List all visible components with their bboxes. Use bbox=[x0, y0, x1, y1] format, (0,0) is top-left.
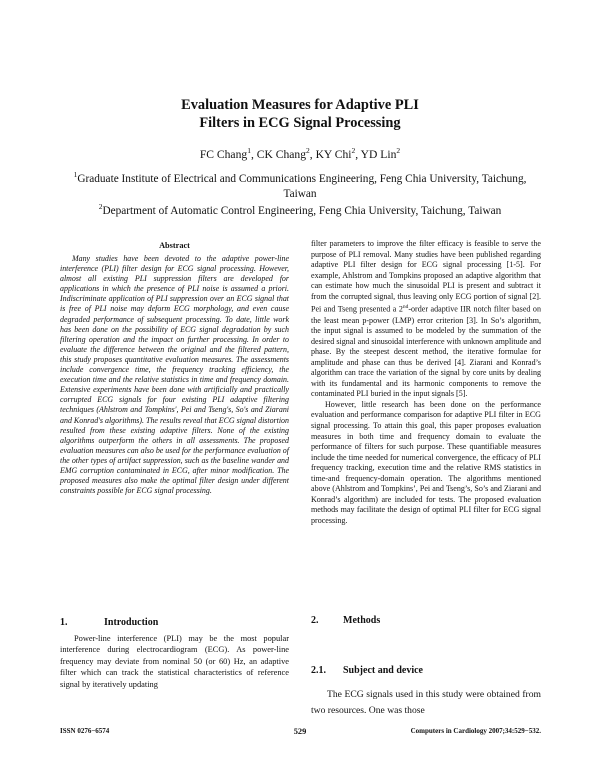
section-heading-methods: 2. Methods bbox=[311, 615, 381, 626]
paper-title bbox=[0, 96, 600, 132]
page-number: 529 bbox=[293, 727, 307, 736]
introduction-text: Power-line interference (PLI) may be the most popular interference during electrocardiogram (ECG). As power-line frequency may deviate from nominal 50 (or 60) Hz, an adaptive filter which can track the statistical characteristics of reference signal by iteratively updating bbox=[60, 634, 289, 689]
author: FC Chang$^1$, bbox=[199, 146, 257, 161]
title-line-1: Evaluation Measures for Adaptive PLI bbox=[181, 97, 419, 113]
subject-text: The ECG signals used in this study were obtained from two resources. One was those bbox=[311, 689, 541, 716]
author: YD Lin$^2$ bbox=[360, 146, 401, 161]
affiliation-2: $^2$Department of Automatic Control Engineering, Feng Chia University, Taichung, Taiwan bbox=[98, 202, 502, 217]
title-line-2: Filters in ECG Signal Processing bbox=[199, 115, 401, 131]
paragraph: However, little research has been done on the performance evaluation and performance comparison for adaptive PLI filter in ECG signal processing. To attain this goal, this paper proposes evaluation measures in both time and frequency domain to evaluate the performance of filters for such purpose. These quantifiable measures include the time needed for numerical convergence, the efficacy of PLI frequency tracking, execution time and the relative RMS statistics in time-and frequency-domain operation. The algorithms mentioned above (Ahlstrom and Tompkins’, Pei and Tseng’s, So’s and Ziarani and Konrad’s algorithm) are included for tests. The proposed evaluation methods may facilitate the design of optimal PLI filter for ECG signal processing. bbox=[311, 399, 541, 525]
abstract-text: Many studies have been devoted to the adaptive power-line interference (PLI) filter design for ECG signal processing. However, almost all existing PLI suppression filters are developed for applications in which the presence of PLI noise is assumed a priori. Indiscriminate application of PLI suppression over an ECG signal that is free of PLI noise may deform ECG morphology, and even cause degraded performance of subsequent processing. To date, little work has been done on the possibility of ECG signal degradation by such filtering operation and the impact on further processing. In order to evaluate the difference between the original and the filtered pattern, this study proposes quantitative evaluation measures. The assessments include convergence time, the frequency tracking efficiency, the execution time and the relative statistics in time and frequency domain. Extensive experiments have been done with artificially and practically corrupted ECG signals for four existing PLI adaptive filtering techniques (Ahlstrom and Tompkins', Pei and Tseng's, So's and Ziarani and Konrad's algorithms). The results reveal that ECG signal distortion resulted from these existing adaptive filters. None of the existing algorithms outperform the others in all assessments. The proposed evaluation measures can also be used for the performance evaluation of the other types of artifact suppression, such as the baseline wander and EMG corruption contaminated in ECG, after minor modification. The proposed measures also make the optimal filter design under different constraints possible for ECG signal processing. bbox=[60, 254, 289, 496]
author: CK Chang$^2$, bbox=[256, 146, 316, 161]
author-list bbox=[0, 148, 600, 161]
right-column-text bbox=[311, 239, 541, 526]
subsection-heading-subject: 2.1. Subject and device bbox=[311, 665, 423, 676]
abstract-heading: Abstract bbox=[159, 241, 190, 250]
section-heading-introduction: 1. Introduction bbox=[60, 617, 159, 628]
author: KY Chi$^2$, bbox=[315, 146, 361, 161]
footer-journal: Computers in Cardiology 2007;34:529−532. bbox=[410, 727, 541, 735]
footer-issn: ISSN 0276−6574 bbox=[60, 727, 110, 735]
paragraph: filter parameters to improve the filter efficacy is feasible to serve the purpose of PLI removal. Many studies have been published regarding adaptive PLI filter design for ECG signal processing [1-5]. For example, Ahlstrom and Tompkins proposed an adaptive algorithm that can estimate how much the sinusoidal PLI is present and subtract it from the corrupted signal, thus leaving only ECG portion of signal [2]. Pei and Tseng presented a 2nd-order adaptive IIR notch filter based on the least mean p-power (LMP) error criterion [3]. In So’s algorithm, the input signal is assumed to be modeled by the summation of the desired signal and sinusoidal interference with unknown amplitude and phase. By the steepest descent method, the iterative formulae for amplitude and phase can thus be derived [4]. Ziarani and Konrad’s algorithm can trace the variation of the signal by core units by dealing with its fundamental and its harmonic components to remove the contaminated PLI buried in the input signals [5]. bbox=[311, 239, 541, 399]
affiliation-1: $^1$Graduate Institute of Electrical and Communications Engineering, Feng Chia University, Taichung, Taiwan bbox=[73, 170, 527, 200]
